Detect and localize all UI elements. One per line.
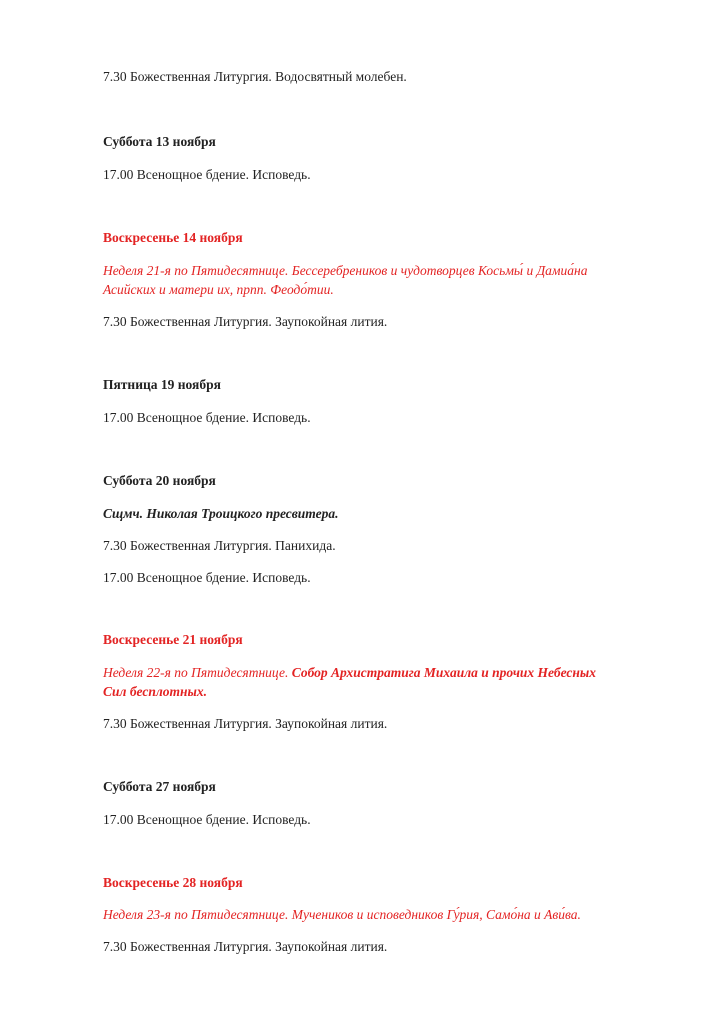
date-heading-fri19: Пятница 19 ноября: [103, 377, 221, 392]
service-line: 7.30 Божественная Литургия. Заупокойная лития.: [103, 716, 388, 731]
date-heading-sat20: Суббота 20 ноября: [103, 473, 216, 488]
service-line: 7.30 Божественная Литургия. Заупокойная лития.: [103, 939, 388, 954]
saint-commemoration: Сщмч. Николая Троицкого пресвитера.: [103, 506, 339, 521]
service-line: 7.30 Божественная Литургия. Заупокойная лития.: [103, 314, 388, 329]
service-line: 17.00 Всенощное бдение. Исповедь.: [103, 167, 311, 182]
service-line: 17.00 Всенощное бдение. Исповедь.: [103, 812, 311, 827]
date-heading-sun14: Воскресенье 14 ноября: [103, 230, 243, 245]
date-heading-sat27: Суббота 27 ноября: [103, 779, 216, 794]
date-heading-sun21: Воскресенье 21 ноября: [103, 632, 243, 647]
service-line: 17.00 Всенощное бдение. Исповедь.: [103, 410, 311, 425]
feast-main-title: Собор Архистратига Михаила и прочих Небесных: [291, 665, 597, 680]
feast-description-continued: Асийских и матери их, прпп. Феодо́тии.: [103, 282, 334, 297]
service-line: 17.00 Всенощное бдение. Исповедь.: [103, 570, 311, 585]
service-line: 7.30 Божественная Литургия. Панихида.: [103, 538, 336, 553]
feast-sunday-label: Неделя 22-я по Пятидесятнице.: [103, 665, 289, 680]
service-line: 7.30 Божественная Литургия. Водосвятный молебен.: [103, 69, 407, 84]
feast-description: Неделя 21-я по Пятидесятнице. Бессеребреников и чудотворцев Косьмы́ и Дамиа́на: [103, 263, 588, 278]
date-heading-sat13: Суббота 13 ноября: [103, 134, 216, 149]
feast-main-title-continued: Сил бесплотных.: [103, 684, 208, 699]
date-heading-sun28: Воскресенье 28 ноября: [103, 875, 243, 890]
feast-description: [103, 664, 683, 682]
feast-description: Неделя 23-я по Пятидесятнице. Мучеников и исповедников Гу́рия, Само́на и Ави́ва.: [103, 907, 581, 922]
